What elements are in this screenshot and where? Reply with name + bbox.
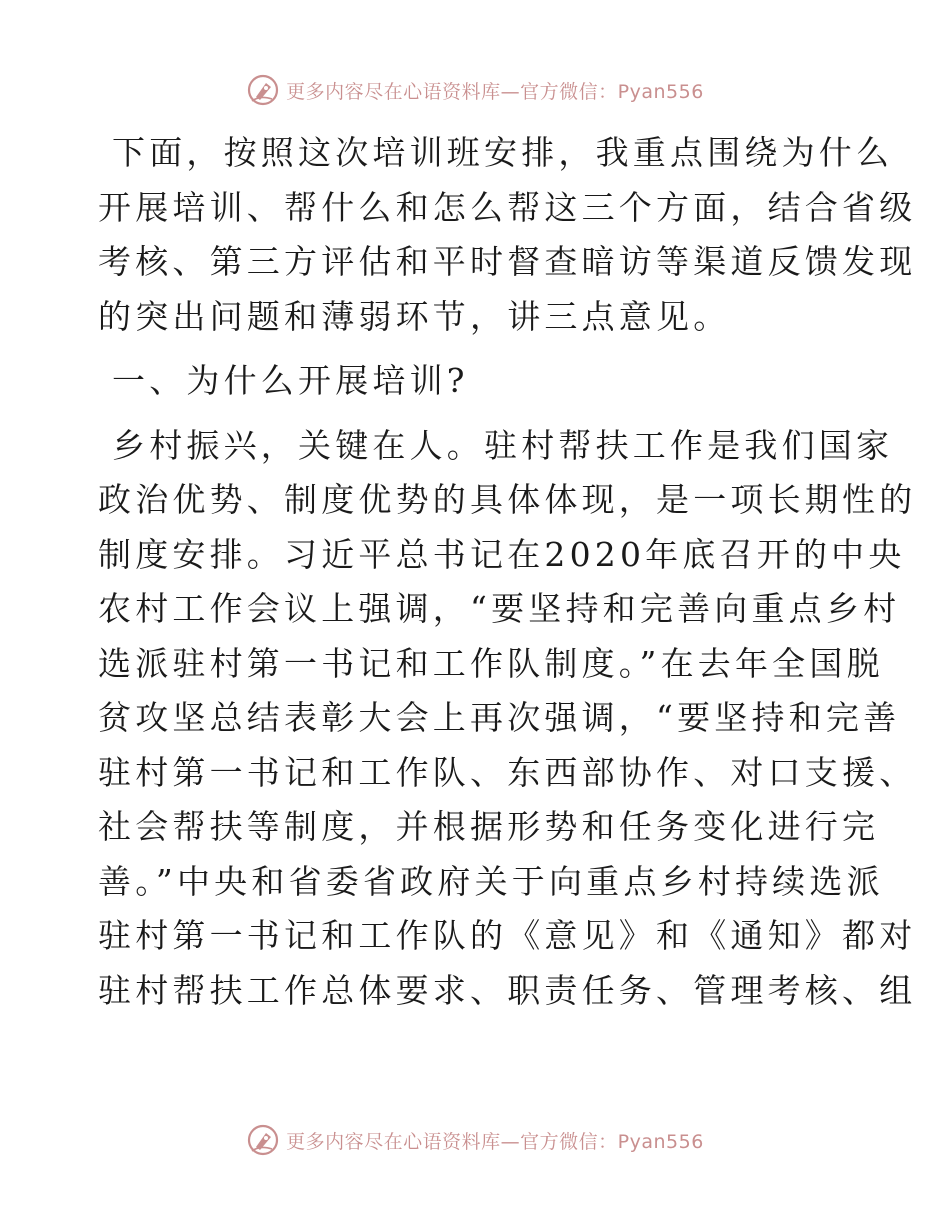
text-line: 农村工作会议上强调，“要坚持和完善向重点乡村 bbox=[98, 589, 901, 628]
text-line: 乡村振兴，关键在人。驻村帮扶工作是我们国家 bbox=[112, 425, 894, 465]
text-line: 政治优势、制度优势的具体体现，是一项长期性的 bbox=[98, 480, 917, 519]
text-line: 选派驻村第一书记和工作队制度。”在去年全国脱 bbox=[98, 643, 884, 683]
text-line: 善。”中央和省委省政府关于向重点乡村持续选派 bbox=[98, 861, 884, 901]
text-line: 制度安排。习近平总书记在2020年底召开的中央 bbox=[98, 534, 906, 574]
pen-nib-logo-icon bbox=[246, 1123, 280, 1157]
text-line: 考核、第三方评估和平时督查暗访等渠道反馈发现 bbox=[98, 242, 917, 281]
footer-watermark-banner bbox=[0, 1120, 950, 1160]
header-watermark-banner bbox=[0, 70, 950, 110]
text-line: 下面，按照这次培训班安排，我重点围绕为什么 bbox=[112, 133, 894, 172]
footer-watermark-text: 更多内容尽在心语资料库—官方微信：Pyan556 bbox=[286, 1130, 704, 1153]
text-line: 驻村第一书记和工作队、东西部协作、对口支援、 bbox=[98, 752, 917, 792]
document-body bbox=[98, 126, 917, 1018]
text-line: 开展培训、帮什么和怎么帮这三个方面，结合省级 bbox=[98, 187, 917, 227]
section-heading: 一、为什么开展培训? bbox=[112, 361, 469, 400]
text-line: 贫攻坚总结表彰大会上再次强调，“要坚持和完善 bbox=[98, 698, 901, 737]
text-line: 驻村第一书记和工作队的《意见》和《通知》都对 bbox=[98, 916, 917, 955]
pen-nib-logo-icon bbox=[246, 73, 280, 107]
text-line: 社会帮扶等制度，并根据形势和任务变化进行完 bbox=[98, 807, 880, 846]
header-watermark-text: 更多内容尽在心语资料库—官方微信：Pyan556 bbox=[286, 80, 704, 103]
text-line: 驻村帮扶工作总体要求、职责任务、管理考核、组 bbox=[98, 970, 917, 1010]
text-line: 的突出问题和薄弱环节，讲三点意见。 bbox=[98, 296, 731, 336]
